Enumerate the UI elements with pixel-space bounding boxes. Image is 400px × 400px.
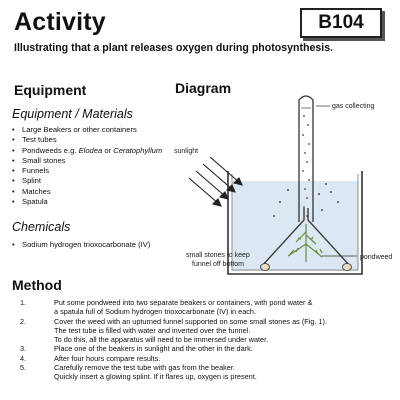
method-steps [0, 298, 400, 382]
beaker-water [232, 181, 358, 271]
step-line: Put some pondweed into two separate beakers or containers, with pond water & [54, 298, 313, 307]
gas-collecting-label: gas collecting [332, 103, 375, 110]
page-title: Activity [14, 8, 106, 36]
equipment-heading: Equipment [14, 82, 87, 98]
stones-label-line-1: small stones to keep [186, 252, 250, 259]
apparatus-diagram [170, 92, 400, 277]
list-item: • Splint [10, 176, 162, 186]
materials-list [10, 125, 162, 207]
step-line: Place one of the beakers in sunlight and the other in the dark. [54, 344, 253, 354]
chemicals-heading: Chemicals [12, 220, 71, 234]
list-item: • Spatula [10, 197, 162, 207]
step-text [54, 354, 400, 363]
step-number: 4. [20, 353, 27, 363]
list-item: • Sodium hydrogen trioxocarbonate (IV) [10, 240, 150, 250]
step-line: The test tube is filled with water and inverted over the funnel. [54, 325, 251, 335]
step-text [54, 317, 400, 345]
method-step [0, 317, 400, 345]
step-number: 1. [20, 298, 27, 307]
list-item: • Test tubes [10, 135, 162, 145]
pondweed-label: pondweed [360, 254, 393, 261]
step-line: To do this, all the apparatus will need to be immersed under water. [54, 335, 269, 345]
diagram-heading: Diagram [175, 80, 232, 96]
chemicals-list [10, 240, 150, 250]
step-text [54, 363, 400, 382]
method-step [0, 363, 400, 382]
method-step [0, 344, 400, 353]
step-line: Cover the weed with an upturned funnel supported on some small stones as (Fig. 1). [54, 316, 327, 326]
list-item: • Funnels [10, 166, 162, 176]
sunlight-label: sunlight [174, 148, 199, 155]
method-step [0, 298, 400, 317]
step-number: 5. [20, 363, 27, 373]
method-step [0, 354, 400, 363]
step-line: Quickly insert a glowing splint. If it flares up, oxygen is present. [54, 372, 257, 382]
list-item: • Small stones [10, 156, 162, 166]
stones-label-line-2: funnel off bottom [192, 261, 245, 268]
step-line: a spatula full of Sodium hydrogen trioxocarbonate (IV) in each. [54, 307, 256, 317]
step-number: 2. [20, 316, 27, 326]
step-text [54, 344, 400, 353]
list-item: • Matches [10, 187, 162, 197]
method-heading: Method [12, 277, 62, 293]
list-item: • Large Beakers or other containers [10, 125, 162, 135]
step-number: 3. [20, 344, 27, 354]
step-text [54, 298, 400, 317]
activity-code-badge: B104 [300, 8, 382, 38]
page-subtitle: Illustrating that a plant releases oxygen during photosynthesis. [14, 42, 334, 54]
materials-heading: Equipment / Materials [12, 107, 133, 121]
list-item: • Pondweeds e.g. Elodea or Ceratophyllum [10, 146, 162, 156]
step-line: After four hours compare results. [54, 353, 161, 363]
step-line: Carefully remove the test tube with gas from the beaker. [54, 363, 235, 373]
